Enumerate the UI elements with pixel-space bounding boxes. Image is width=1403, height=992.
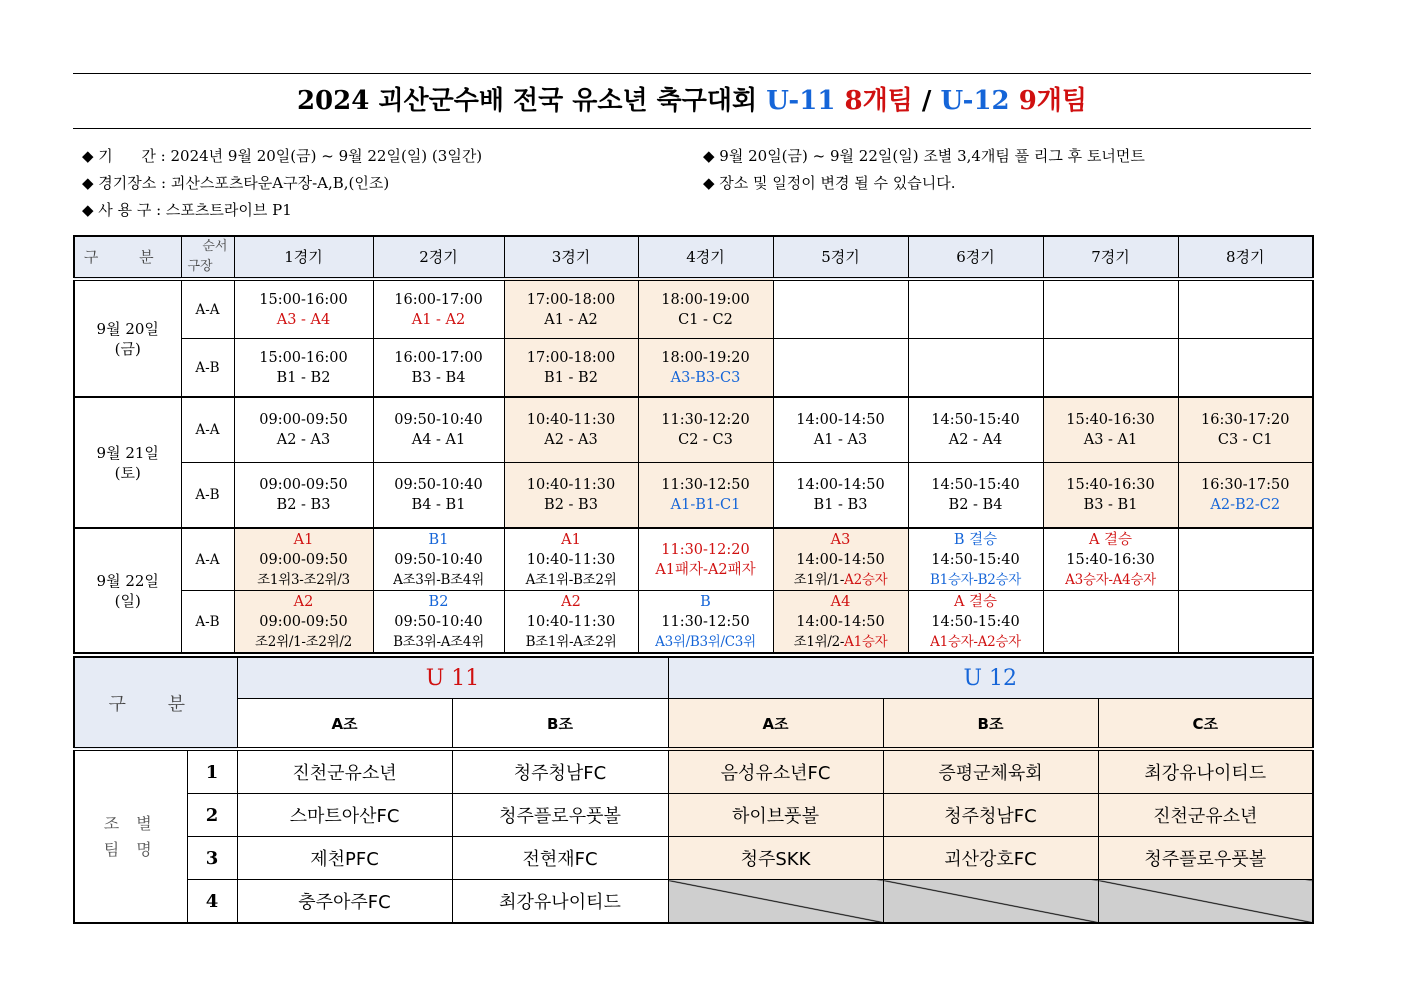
match-cell bbox=[234, 528, 373, 591]
schedule-row bbox=[74, 397, 1313, 463]
team-name: 충주아주FC bbox=[298, 892, 391, 913]
match-cell bbox=[1043, 528, 1178, 591]
team-name-cell bbox=[452, 837, 668, 880]
day-of-week: (토) bbox=[114, 463, 141, 482]
team-name: 괴산강호FC bbox=[944, 849, 1037, 870]
match-teams: B조3위-A조4위 bbox=[393, 633, 484, 650]
team-name: 청주플로우풋볼 bbox=[499, 806, 621, 827]
game-header bbox=[234, 236, 373, 279]
team-name: 최강유나이티드 bbox=[1144, 763, 1267, 784]
schedule-table bbox=[73, 235, 1314, 654]
match-teams: B4 - B1 bbox=[411, 497, 466, 513]
match-teams: B3 - B4 bbox=[411, 369, 466, 386]
match-cell bbox=[773, 397, 908, 463]
team-name-cell bbox=[452, 749, 668, 794]
team-row bbox=[74, 880, 1313, 924]
field-cell bbox=[181, 591, 234, 654]
match-time: 14:50-15:40 bbox=[931, 551, 1020, 568]
match-cell bbox=[908, 339, 1043, 398]
match-teams: B1 - B2 bbox=[544, 369, 598, 386]
game-header bbox=[504, 236, 638, 279]
day-of-week: (일) bbox=[114, 591, 141, 610]
field-name: A-A bbox=[195, 551, 220, 568]
field-cell bbox=[181, 397, 234, 463]
schedule-row bbox=[74, 463, 1313, 529]
match-time: 14:50-15:40 bbox=[931, 412, 1020, 428]
group-header bbox=[237, 699, 452, 750]
team-name-cell bbox=[883, 749, 1098, 794]
match-cell bbox=[908, 591, 1043, 654]
team-name-cell bbox=[668, 749, 883, 794]
team-name-cell bbox=[1098, 749, 1313, 794]
match-cell bbox=[773, 528, 908, 591]
title-rule bbox=[73, 128, 1311, 129]
match-cell bbox=[373, 339, 504, 398]
field-name: A-B bbox=[195, 487, 220, 503]
match-cell bbox=[504, 397, 638, 463]
team-name: 증평군체육회 bbox=[938, 763, 1043, 784]
field-cell bbox=[181, 528, 234, 591]
match-teams: A2 - A4 bbox=[948, 432, 1003, 448]
match-cell bbox=[1178, 463, 1313, 529]
match-teams: 조2위/1-조2위/2 bbox=[255, 633, 352, 650]
order-label: 순서 bbox=[202, 239, 228, 254]
title-main: 2024 괴산군수배 전국 유소년 축구대회 bbox=[296, 86, 758, 116]
field-cell bbox=[181, 339, 234, 398]
match-teams-advance: A2승자 bbox=[844, 571, 888, 588]
match-time: 10:40-11:30 bbox=[526, 477, 616, 493]
match-teams: A1승자-A2승자 bbox=[930, 633, 1021, 650]
match-teams: 조1위/1- bbox=[793, 571, 845, 588]
match-teams: C3 - C1 bbox=[1217, 432, 1273, 448]
match-time: 14:00-14:50 bbox=[796, 613, 885, 630]
match-cell bbox=[1043, 339, 1178, 398]
game-header bbox=[1178, 236, 1313, 279]
match-time: 14:00-14:50 bbox=[796, 412, 885, 428]
match-teams: A3-B3-C3 bbox=[670, 369, 741, 386]
match-time: 09:50-10:40 bbox=[394, 412, 483, 428]
match-time: 17:00-18:00 bbox=[526, 349, 616, 366]
match-cell bbox=[1043, 397, 1178, 463]
match-teams: B3 - B1 bbox=[1083, 497, 1138, 513]
field-name: A-B bbox=[195, 359, 220, 376]
match-label: B bbox=[700, 593, 711, 610]
match-teams: B2 - B3 bbox=[276, 497, 331, 513]
team-name: 최강유나이티드 bbox=[499, 892, 621, 913]
match-time: 14:00-14:50 bbox=[796, 477, 885, 493]
seed-label: 4 bbox=[205, 890, 219, 912]
page-title bbox=[73, 80, 1311, 117]
match-teams: A조3위-B조4위 bbox=[393, 571, 484, 588]
match-teams: A3 - A1 bbox=[1083, 432, 1138, 448]
match-time: 16:30-17:20 bbox=[1201, 412, 1290, 428]
teams-group-row bbox=[74, 699, 1313, 750]
match-cell bbox=[908, 279, 1043, 339]
match-cell bbox=[1178, 591, 1313, 654]
match-teams: A4 - A1 bbox=[411, 432, 466, 448]
match-teams: A3위/B3위/C3위 bbox=[655, 633, 756, 650]
team-name-cell bbox=[883, 837, 1098, 880]
seed-label: 1 bbox=[205, 761, 219, 783]
match-time: 09:00-09:50 bbox=[259, 412, 348, 428]
match-cell bbox=[638, 591, 773, 654]
match-label: A 결승 bbox=[1088, 531, 1133, 548]
match-teams: B1승자-B2승자 bbox=[929, 571, 1022, 588]
field-name: A-B bbox=[195, 613, 220, 630]
u11-label: U 11 bbox=[425, 665, 480, 691]
team-name: 스마트아산FC bbox=[289, 806, 400, 827]
match-cell bbox=[504, 463, 638, 529]
match-time: 10:40-11:30 bbox=[526, 613, 616, 630]
group-header bbox=[1098, 699, 1313, 750]
game-header bbox=[373, 236, 504, 279]
match-time: 15:00-16:00 bbox=[259, 349, 348, 366]
game-header bbox=[908, 236, 1043, 279]
title-u11-teams: 8개팀 bbox=[844, 86, 913, 116]
match-cell bbox=[373, 279, 504, 339]
match-cell bbox=[373, 528, 504, 591]
title-separator: / bbox=[921, 86, 932, 116]
match-time: 16:00-17:00 bbox=[394, 291, 483, 308]
match-time: 10:40-11:30 bbox=[526, 412, 616, 428]
schedule-row bbox=[74, 339, 1313, 398]
match-cell bbox=[234, 339, 373, 398]
info-ball: ◆ 사 용 구 : 스포츠트라이브 P1 bbox=[82, 201, 292, 219]
match-time: 15:00-16:00 bbox=[259, 291, 348, 308]
match-cell bbox=[504, 591, 638, 654]
game-label: 4경기 bbox=[686, 248, 725, 266]
match-cell bbox=[234, 591, 373, 654]
match-cell bbox=[638, 339, 773, 398]
seed-number bbox=[187, 794, 237, 837]
team-name-cell bbox=[452, 880, 668, 924]
match-time: 09:50-10:40 bbox=[394, 477, 483, 493]
match-label: A1 bbox=[561, 531, 581, 548]
match-time: 11:30-12:50 bbox=[661, 613, 750, 630]
team-name: 진천군유소년 bbox=[1153, 806, 1258, 827]
match-time: 14:50-15:40 bbox=[931, 477, 1020, 493]
match-time: 09:00-09:50 bbox=[259, 613, 348, 630]
match-label: A4 bbox=[830, 593, 851, 610]
match-cell bbox=[373, 463, 504, 529]
match-cell bbox=[773, 339, 908, 398]
match-cell bbox=[504, 279, 638, 339]
order-field-header bbox=[181, 236, 234, 279]
match-cell bbox=[773, 463, 908, 529]
match-teams: B2 - B4 bbox=[948, 497, 1003, 513]
schedule-gubun-header bbox=[74, 236, 181, 279]
match-cell bbox=[1178, 279, 1313, 339]
match-time: 15:40-16:30 bbox=[1066, 412, 1155, 428]
day-cell bbox=[74, 279, 181, 397]
match-time: 18:00-19:20 bbox=[661, 349, 750, 366]
match-teams: A1패자-A2패자 bbox=[655, 561, 756, 578]
match-teams: A1 - A2 bbox=[544, 311, 598, 328]
team-name-cell bbox=[237, 880, 452, 924]
match-label: B1 bbox=[428, 531, 449, 548]
u11-header bbox=[237, 657, 668, 699]
match-teams: A2 - A3 bbox=[544, 432, 598, 448]
gubun-label: 구 분 bbox=[83, 248, 172, 266]
empty-slot bbox=[668, 880, 883, 924]
match-time: 11:30-12:50 bbox=[661, 477, 750, 493]
team-name: 청주SKK bbox=[740, 849, 811, 870]
match-time: 17:00-18:00 bbox=[526, 291, 616, 308]
group-header bbox=[668, 699, 883, 750]
day-of-week: (금) bbox=[114, 339, 141, 358]
match-cell bbox=[504, 528, 638, 591]
match-time: 09:00-09:50 bbox=[259, 551, 348, 568]
match-cell bbox=[638, 463, 773, 529]
group-label: C조 bbox=[1192, 714, 1218, 733]
day-cell bbox=[74, 397, 181, 528]
match-teams: A3승자-A4승자 bbox=[1065, 571, 1156, 588]
game-label: 8경기 bbox=[1225, 248, 1265, 266]
match-time: 11:30-12:20 bbox=[661, 412, 750, 428]
match-cell bbox=[373, 397, 504, 463]
match-cell bbox=[638, 397, 773, 463]
game-label: 2경기 bbox=[419, 248, 458, 266]
group-header bbox=[452, 699, 668, 750]
match-cell bbox=[234, 463, 373, 529]
teams-gubun-header bbox=[74, 657, 237, 749]
gubun-label: 구 분 bbox=[108, 693, 203, 715]
team-name: 하이브풋볼 bbox=[732, 806, 819, 827]
match-cell bbox=[234, 279, 373, 339]
u12-label: U 12 bbox=[963, 665, 1018, 691]
match-cell bbox=[1043, 591, 1178, 654]
match-teams: C1 - C2 bbox=[678, 311, 733, 328]
team-name-cell bbox=[237, 837, 452, 880]
field-cell bbox=[181, 279, 234, 339]
match-teams: A2-B2-C2 bbox=[1210, 497, 1281, 513]
team-name-cell bbox=[668, 794, 883, 837]
match-teams: A1 - A2 bbox=[411, 311, 466, 328]
match-time: 15:40-16:30 bbox=[1066, 551, 1155, 568]
day-date: 9월 22일 bbox=[96, 571, 159, 590]
match-teams: 조1위/2- bbox=[793, 633, 845, 650]
info-notice: ◆ 장소 및 일정이 변경 될 수 있습니다. bbox=[703, 174, 956, 192]
match-label: A3 bbox=[830, 531, 851, 548]
field-cell bbox=[181, 463, 234, 529]
match-teams: A2 - A3 bbox=[276, 432, 331, 448]
team-name-cell bbox=[237, 794, 452, 837]
group-label: B조 bbox=[977, 714, 1004, 733]
match-time: 14:50-15:40 bbox=[931, 613, 1020, 630]
info-period: ◆ 기 간 : 2024년 9월 20일(금) ~ 9월 22일(일) (3일간) bbox=[82, 147, 483, 165]
team-name: 청주플로우풋볼 bbox=[1144, 849, 1267, 870]
match-cell bbox=[1178, 528, 1313, 591]
title-u12-teams: 9개팀 bbox=[1018, 86, 1088, 116]
day-cell bbox=[74, 528, 181, 653]
teams-header-row bbox=[74, 657, 1313, 699]
match-cell bbox=[1178, 397, 1313, 463]
match-time: 09:50-10:40 bbox=[394, 613, 483, 630]
field-label: 구장 bbox=[187, 259, 213, 274]
match-teams: B1 - B2 bbox=[276, 369, 331, 386]
match-cell bbox=[638, 279, 773, 339]
match-label: B2 bbox=[428, 593, 449, 610]
seed-number bbox=[187, 837, 237, 880]
group-label: A조 bbox=[331, 714, 358, 733]
group-label: A조 bbox=[762, 714, 789, 733]
game-header bbox=[773, 236, 908, 279]
team-names-label bbox=[74, 749, 187, 923]
team-row bbox=[74, 837, 1313, 880]
day-date: 9월 20일 bbox=[96, 319, 159, 338]
match-cell bbox=[908, 528, 1043, 591]
match-teams: A3 - A4 bbox=[276, 311, 331, 328]
match-cell bbox=[773, 591, 908, 654]
match-teams-advance: A1승자 bbox=[844, 633, 888, 650]
game-label: 5경기 bbox=[821, 248, 860, 266]
info-format: ◆ 9월 20일(금) ~ 9월 22일(일) 조별 3,4개팀 풀 리그 후 토너먼트 bbox=[703, 147, 1145, 165]
top-rule bbox=[73, 73, 1311, 74]
match-time: 16:30-17:50 bbox=[1201, 477, 1290, 493]
match-teams: A1-B1-C1 bbox=[670, 497, 741, 513]
team-name-cell bbox=[1098, 837, 1313, 880]
match-teams: 조1위3-조2위/3 bbox=[257, 571, 350, 588]
team-name: 음성유소년FC bbox=[720, 763, 831, 784]
match-time: 11:30-12:20 bbox=[661, 541, 750, 558]
team-name: 청주청남FC bbox=[513, 763, 607, 784]
match-label: A2 bbox=[561, 593, 581, 610]
team-row bbox=[74, 794, 1313, 837]
match-teams: A조1위-B조2위 bbox=[525, 571, 617, 588]
team-row bbox=[74, 749, 1313, 794]
match-cell bbox=[908, 463, 1043, 529]
title-u12: U-12 bbox=[940, 86, 1010, 116]
match-teams: C2 - C3 bbox=[678, 432, 733, 448]
seed-number bbox=[187, 880, 237, 924]
game-header bbox=[638, 236, 773, 279]
match-time: 09:50-10:40 bbox=[394, 551, 483, 568]
game-label: 7경기 bbox=[1091, 248, 1130, 266]
schedule-row bbox=[74, 528, 1313, 591]
match-cell bbox=[373, 591, 504, 654]
match-teams: A1 - A3 bbox=[813, 432, 868, 448]
team-name-cell bbox=[237, 749, 452, 794]
match-cell bbox=[504, 339, 638, 398]
group-label: B조 bbox=[547, 714, 573, 733]
u12-header bbox=[668, 657, 1313, 699]
team-name: 전현재FC bbox=[522, 849, 598, 870]
field-name: A-A bbox=[195, 422, 220, 438]
team-name-cell bbox=[452, 794, 668, 837]
match-time: 14:00-14:50 bbox=[796, 551, 885, 568]
team-name: 제천PFC bbox=[310, 849, 379, 870]
match-teams: B조1위-A조2위 bbox=[525, 633, 617, 650]
team-name-cell bbox=[883, 794, 1098, 837]
info-venue: ◆ 경기장소 : 괴산스포츠타운A구장-A,B,(인조) bbox=[82, 174, 390, 192]
match-label: B 결승 bbox=[953, 531, 998, 548]
game-label: 6경기 bbox=[956, 248, 995, 266]
match-time: 15:40-16:30 bbox=[1066, 477, 1155, 493]
seed-label: 3 bbox=[205, 847, 219, 869]
match-label: A1 bbox=[293, 531, 314, 548]
match-label: A 결승 bbox=[953, 593, 998, 610]
match-cell bbox=[1178, 339, 1313, 398]
match-cell bbox=[1043, 279, 1178, 339]
team-name: 청주청남FC bbox=[944, 806, 1037, 827]
game-header bbox=[1043, 236, 1178, 279]
match-cell bbox=[638, 528, 773, 591]
seed-number bbox=[187, 749, 237, 794]
field-name: A-A bbox=[195, 301, 220, 318]
match-teams: B1 - B3 bbox=[813, 497, 868, 513]
match-cell bbox=[773, 279, 908, 339]
day-date: 9월 21일 bbox=[96, 443, 159, 462]
schedule-header-row bbox=[74, 236, 1313, 279]
game-label: 1경기 bbox=[284, 248, 323, 266]
row-label: 조 별 bbox=[103, 813, 158, 833]
match-cell bbox=[234, 397, 373, 463]
team-name-cell bbox=[668, 837, 883, 880]
match-cell bbox=[1043, 463, 1178, 529]
match-time: 10:40-11:30 bbox=[526, 551, 616, 568]
match-time: 18:00-19:00 bbox=[661, 291, 750, 308]
match-label: A2 bbox=[293, 593, 314, 610]
seed-label: 2 bbox=[205, 804, 219, 826]
schedule-row bbox=[74, 279, 1313, 339]
group-header bbox=[883, 699, 1098, 750]
empty-slot bbox=[883, 880, 1098, 924]
schedule-row bbox=[74, 591, 1313, 654]
team-name-cell bbox=[1098, 794, 1313, 837]
row-label: 팀 명 bbox=[103, 839, 158, 859]
match-time: 09:00-09:50 bbox=[259, 477, 348, 493]
match-time: 16:00-17:00 bbox=[394, 349, 483, 366]
team-name: 진천군유소년 bbox=[292, 763, 397, 784]
match-teams: B2 - B3 bbox=[544, 497, 598, 513]
title-u11: U-11 bbox=[766, 86, 836, 116]
empty-slot bbox=[1098, 880, 1313, 924]
teams-table bbox=[73, 656, 1314, 924]
match-cell bbox=[908, 397, 1043, 463]
game-label: 3경기 bbox=[551, 248, 591, 266]
